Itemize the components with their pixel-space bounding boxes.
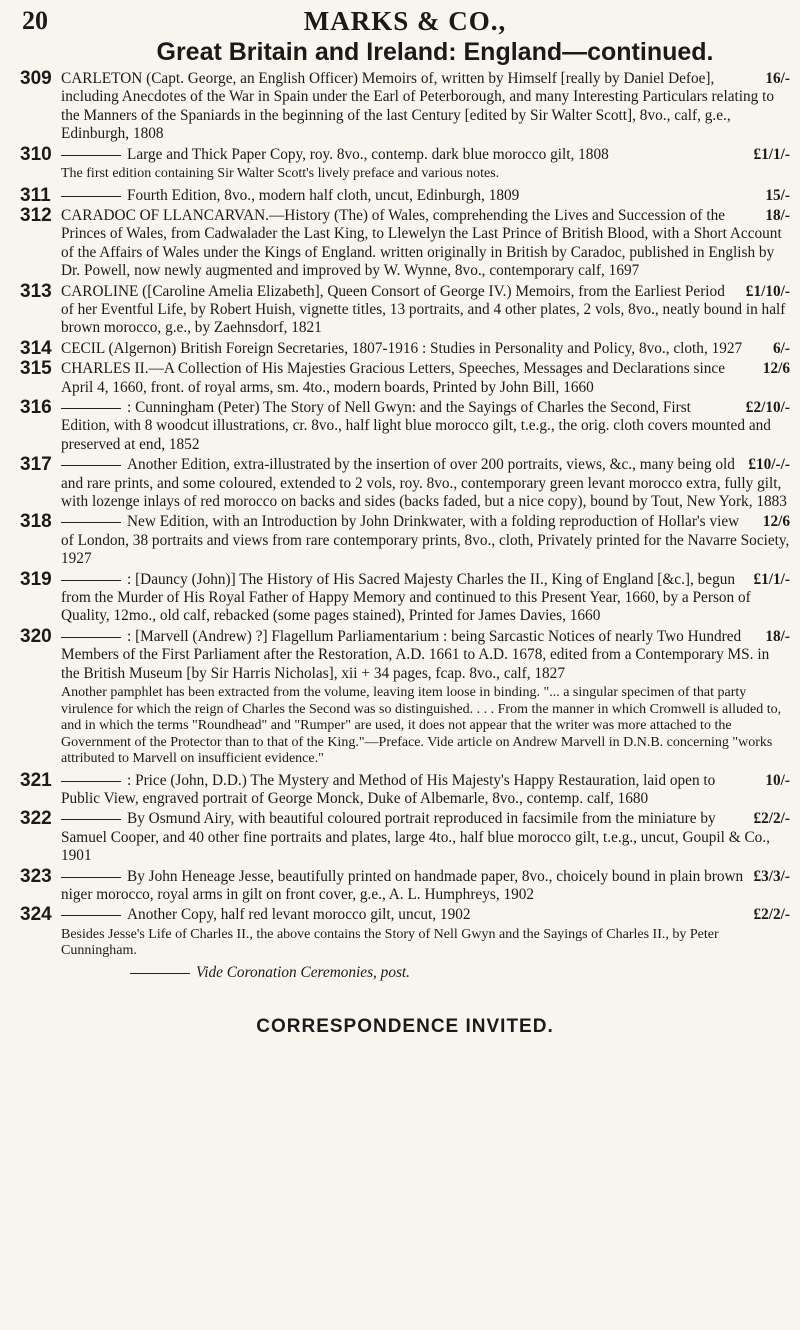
entry-text: : [Marvell (Andrew) ?] Flagellum Parliamentarium : being Sarcastic Notices of nearly Two Hundred Members of the First Parliament after the Restoration, A.D. 1661 to A.D. 1678, edited from a Contemporary MS. in the British Museum [by Sir Harris Nicholas], xii + 34 pages, fcap. 8vo., calf, 1827 (61, 627, 770, 682)
ditto-dash (61, 196, 121, 197)
catalogue-entry (20, 906, 790, 924)
entry-price: £3/3/- (753, 867, 790, 885)
entry-number: 319 (20, 568, 52, 590)
entry-number: 309 (20, 68, 52, 89)
entry-text: CARADOC OF LLANCARVAN.—History (The) of Wales, comprehending the Lives and Succession of the Princes of Wales, from Cadwalader the Last King, to Llewelyn the Last Prince of British Blood, with a Short Account of the Affairs of Wales under the Kings of England. written originally in British by Caradoc, published in English by Dr. Powell, now newly augmented and improved by W. Wynne, 8vo., contemporary calf, 1697 (61, 206, 782, 280)
entry-text: By John Heneage Jesse, beautifully printed on handmade paper, 8vo., choicely bound in plain brown niger morocco, royal arms in gilt on front cover, g.e., A. L. Humphreys, 1902 (61, 867, 744, 904)
entry-price: 18/- (765, 627, 790, 645)
catalogue-entry (20, 280, 790, 338)
entry-text: CARLETON (Capt. George, an English Officer) Memoirs of, written by Himself [really by Daniel Defoe], including Anecdotes of the War in Spain under the Earl of Peterborough, and many Interesting Particulars relating to the Manners of the Spaniards in the beginning of the last Century [edited by Sir Walter Scott], 8vo., calf, g.e., Edinburgh, 1808 (61, 70, 775, 143)
entry-number: 324 (20, 904, 52, 926)
cross-reference: Vide Coronation Ceremonies, post. (20, 964, 790, 982)
entry-text: : [Dauncy (John)] The History of His Sacred Majesty Charles the II., King of England [&c.], begun from the Murder of His Royal Father of Happy Memory and continued to this Present Year, 1660, by a Person of Quality, 12mo., old calf, rebacked (some pages stained), Printed for James Davies, 1660 (61, 570, 751, 625)
entry-text: : Cunningham (Peter) The Story of Nell Gwyn: and the Sayings of Charles the Second, First Edition, with 8 woodcut illustrations, cr. 8vo., half light blue morocco gilt, t.e.g., the orig. cloth covers mounted and preserved at end, 1852 (61, 399, 771, 453)
ditto-dash (61, 580, 121, 581)
entry-note (20, 166, 790, 183)
entry-price: 12/6 (762, 513, 790, 531)
catalogue-entry (20, 568, 790, 626)
entry-text: CECIL (Algernon) British Foreign Secretaries, 1807-1916 : Studies in Personality and Policy, 8vo., cloth, 1927 (61, 339, 743, 357)
catalogue-entry (20, 625, 790, 683)
ditto-dash (61, 522, 121, 523)
ditto-dash (61, 819, 121, 820)
entry-price: £1/1/- (753, 570, 790, 588)
entry-text: New Edition, with an Introduction by John Drinkwater, with a folding reproduction of Hollar's view of London, 38 portraits and views from rare contemporary prints, 8vo., cloth, Privately printed for the Navarre Society, 1927 (61, 513, 790, 568)
entry-text: Another Edition, extra-illustrated by the insertion of over 200 portraits, views, &c., many being old and rare prints, and some coloured, extended to 2 vols, roy. 8vo., contemporary green levant morocco extra, fully gilt, with lozenge inlays of red morocco on backs and sides (backs faded, but a nice copy), bound by Tout, New York, 1883 (61, 456, 787, 511)
entry-text: Besides Jesse's Life of Charles II., the above contains the Story of Nell Gwyn and the Sayings of Charles II., by Peter Cunningham. (61, 926, 719, 959)
catalogue-entry (20, 399, 790, 454)
entry-price: £2/2/- (753, 906, 790, 924)
entry-text: The first edition containing Sir Walter Scott's lively preface and various notes. (61, 166, 500, 182)
catalogue-entry (20, 70, 790, 144)
catalogue-page (20, 6, 790, 1038)
entry-price: £2/2/- (753, 810, 790, 828)
entry-number: 314 (20, 337, 52, 359)
entry-number: 317 (20, 454, 52, 476)
entry-price: 10/- (765, 771, 790, 789)
catalogue-entry (20, 810, 790, 865)
entry-text: Fourth Edition, 8vo., modern half cloth, uncut, Edinburgh, 1809 (127, 186, 520, 204)
entry-text: CAROLINE ([Caroline Amelia Elizabeth], Queen Consort of George IV.) Memoirs, from the Earliest Period of her Eventful Life, by Robert Huish, vignette titles, 13 portraits, and 4 other plates, 2 vols, 8vo., neatly bound in half brown morocco, g.e., by Zaehnsdorf, 1821 (61, 282, 786, 337)
entry-text: : Price (John, D.D.) The Mystery and Method of His Majesty's Happy Restauration, laid open to Public View, engraved portrait of George Monck, Duke of Albemarle, 8vo., contemp. calf, 1680 (61, 771, 716, 807)
entry-price: 18/- (765, 206, 790, 224)
entry-number: 316 (20, 397, 52, 418)
entry-number: 312 (20, 204, 52, 226)
entry-number: 313 (20, 280, 52, 302)
ditto-dash (130, 973, 190, 974)
ditto-dash (61, 155, 121, 156)
catalogue-entry (20, 769, 790, 809)
entry-price: £1/1/- (753, 145, 790, 163)
ditto-dash (61, 781, 121, 782)
entry-price: £1/10/- (745, 282, 790, 300)
catalogue-entry (20, 184, 790, 206)
entry-number: 323 (20, 865, 52, 887)
entry-price: 16/- (765, 70, 790, 87)
catalogue-entry (20, 204, 790, 281)
entry-number: 315 (20, 358, 52, 380)
entry-text: By Osmund Airy, with beautiful coloured portrait reproduced in facsimile from the miniature by Samuel Cooper, and 40 other fine portraits and plates, large 4to., half blue morocco gilt, t.e.g., uncut, Goupil & Co., 1901 (61, 810, 770, 865)
entry-number: 318 (20, 511, 52, 533)
entry-number: 322 (20, 808, 52, 830)
footer-note: CORRESPONDENCE INVITED. (256, 1015, 554, 1037)
catalogue-entry (20, 513, 790, 568)
entry-list (20, 70, 790, 960)
page-number: 20 (22, 6, 48, 35)
catalogue-entry (20, 456, 790, 511)
catalogue-entry (20, 360, 790, 397)
entry-price: £2/10/- (745, 399, 790, 416)
ditto-dash (61, 408, 121, 409)
entry-price: 15/- (765, 186, 790, 204)
entry-text: Another Copy, half red levant morocco gilt, uncut, 1902 (127, 906, 471, 924)
entry-note (20, 685, 790, 768)
entry-text: CHARLES II.—A Collection of His Majesties Gracious Letters, Speeches, Messages and Declarations since April 4, 1660, front. of royal arms, sm. 4to., modern boards, Printed by John Bill, 1660 (61, 360, 725, 396)
page-header (20, 6, 790, 36)
ditto-dash (61, 465, 121, 466)
entry-price: 6/- (773, 339, 790, 357)
section-title: Great Britain and Ireland: England—continued. (156, 38, 714, 66)
entry-text: Another pamphlet has been extracted from the volume, leaving item loose in binding. "... a singular specimen of that party virulence for which the reign of Charles the Second was so distinguished. . . . From the manner in which Cromwell is alluded to, and in which the terms "Roundhead" and "Rumper" are used, it does not appear that the writer was more attached to the Government of the Protector than to that of the King."—Preface. Vide article on Andrew Marvell in D.N.B. concerning "works attributed to Marvell on insufficient evidence." (61, 685, 782, 767)
entry-number: 321 (20, 769, 52, 791)
entry-number: 310 (20, 143, 52, 165)
entry-price: £10/-/- (748, 456, 790, 474)
catalogue-entry (20, 865, 790, 905)
catalogue-entry (20, 337, 790, 359)
running-title: MARKS & CO., (303, 6, 507, 36)
ditto-dash (61, 877, 121, 878)
entry-price: 12/6 (762, 360, 790, 378)
ditto-dash (61, 637, 121, 638)
catalogue-entry (20, 143, 790, 165)
entry-text: Large and Thick Paper Copy, roy. 8vo., contemp. dark blue morocco gilt, 1808 (127, 145, 609, 163)
entry-number: 320 (20, 625, 52, 647)
ditto-dash (61, 915, 121, 916)
entry-note (20, 927, 790, 960)
entry-number: 311 (20, 184, 51, 206)
